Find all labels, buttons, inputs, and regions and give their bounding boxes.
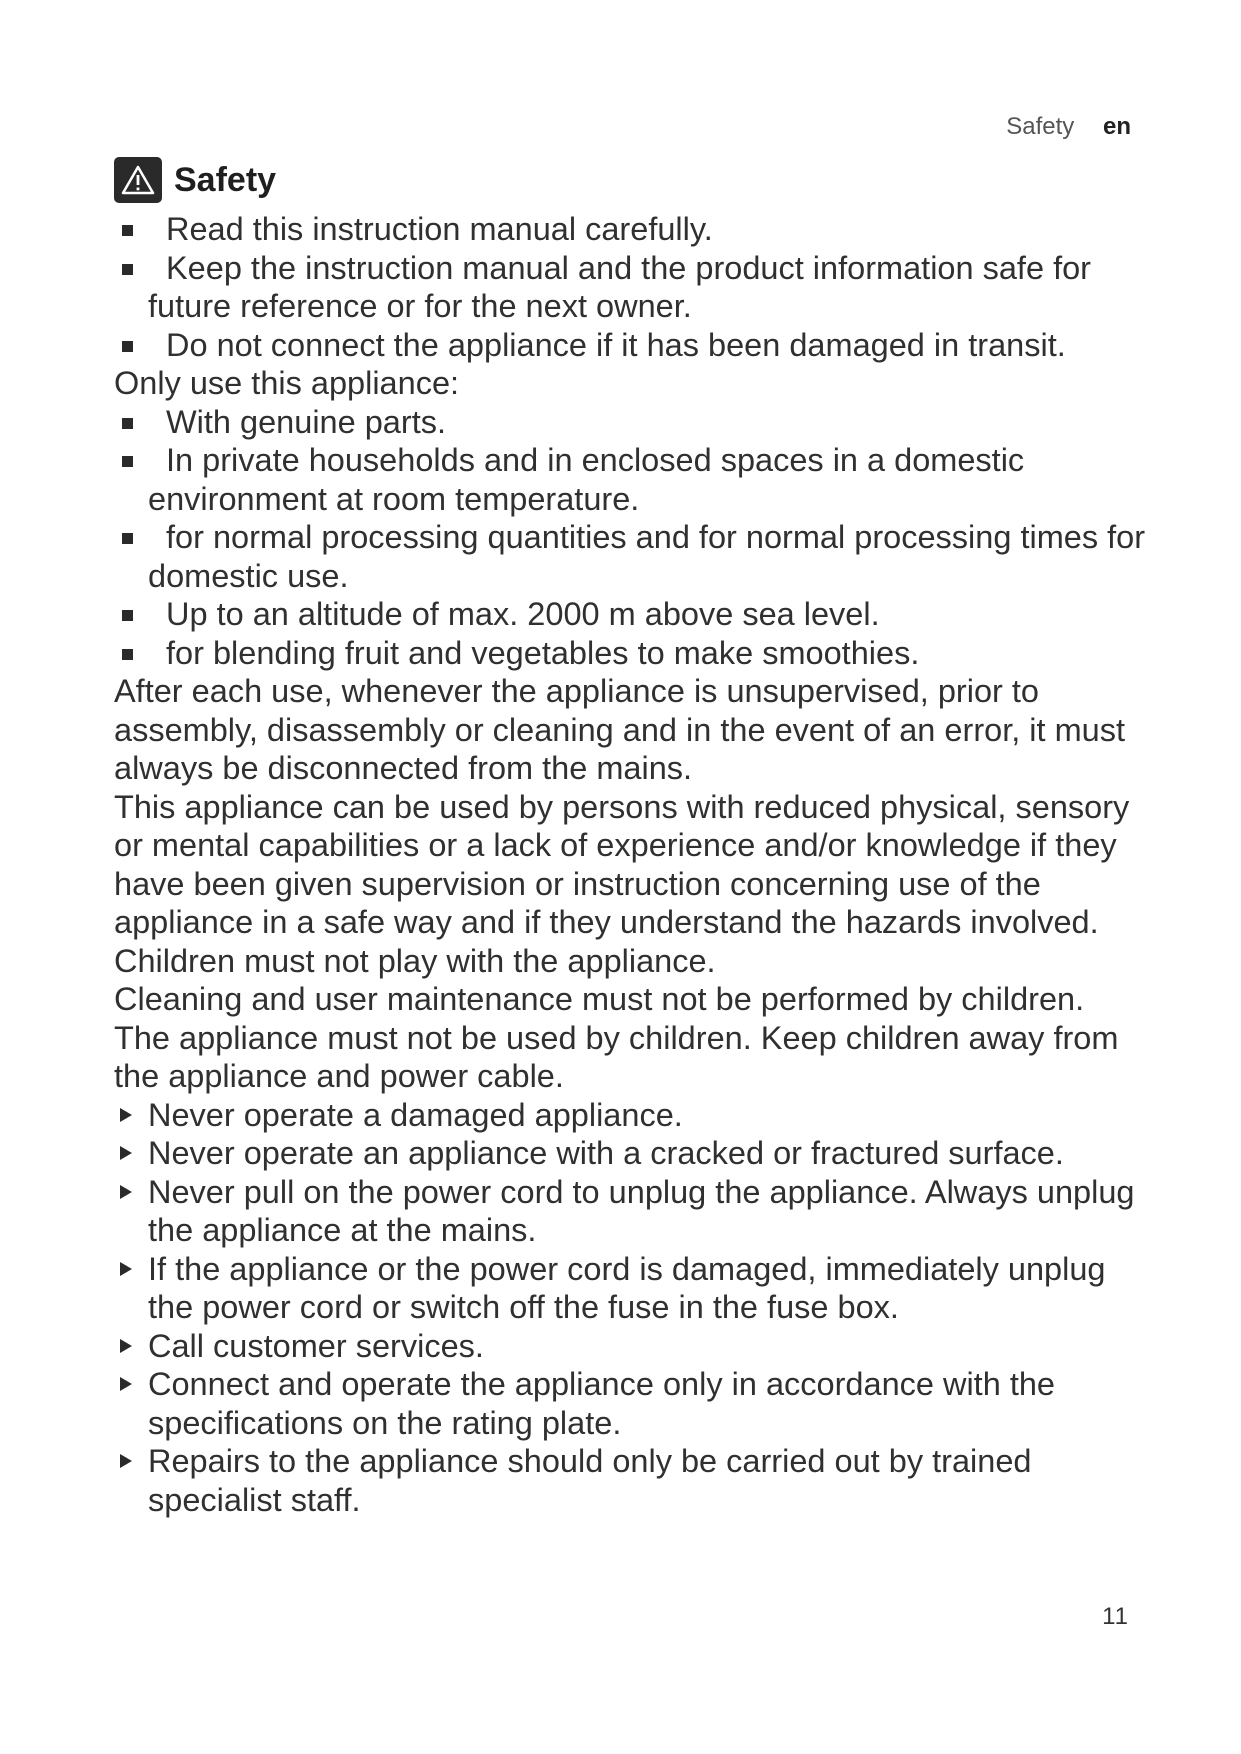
header-language: en xyxy=(1102,113,1131,140)
triangle-bullet-icon xyxy=(120,1262,132,1276)
list-item: Do not connect the appliance if it has been damaged in transit. xyxy=(114,326,1154,365)
warning-triangle-icon xyxy=(114,157,162,203)
square-bullet xyxy=(122,418,133,429)
header-section: Safety xyxy=(1006,113,1075,140)
square-bullet xyxy=(122,264,133,275)
instruction-item: Never pull on the power cord to unplug the appliance. Always unplug the appliance at the mains. xyxy=(114,1173,1154,1250)
instruction-item: Never operate an appliance with a cracked or fractured surface. xyxy=(114,1134,1154,1173)
list-item: Read this instruction manual carefully. xyxy=(114,210,1154,249)
list-item: for normal processing quantities and for normal processing times for domestic use. xyxy=(114,518,1154,595)
instruction-item: Call customer services. xyxy=(114,1327,1154,1366)
triangle-bullet-icon xyxy=(120,1146,132,1160)
page-number: 11 xyxy=(1102,1603,1129,1630)
square-bullet xyxy=(122,533,133,544)
list-item: Up to an altitude of max. 2000 m above sea level. xyxy=(114,595,1154,634)
square-bullet xyxy=(122,225,133,236)
safety-content xyxy=(114,210,1154,1519)
paragraph: Children must not play with the appliance. xyxy=(114,942,716,979)
paragraph: Cleaning and user maintenance must not be performed by children. xyxy=(114,981,1085,1017)
square-bullet xyxy=(122,610,133,621)
instruction-item: If the appliance or the power cord is damaged, immediately unplug the power cord or switch off the fuse in the fuse box. xyxy=(114,1250,1154,1327)
triangle-bullet-icon xyxy=(120,1377,132,1391)
section-heading xyxy=(114,157,276,203)
list-item: With genuine parts. xyxy=(114,403,1154,442)
triangle-bullet-icon xyxy=(120,1185,132,1199)
paragraph: This appliance can be used by persons with reduced physical, sensory or mental capabilities or a lack of experience and/or knowledge if they have been given supervision or instruction concerning use of the appliance in a safe way and if they understand the hazards involved. xyxy=(114,788,1130,940)
page-title: Safety xyxy=(174,160,277,199)
list-item: for blending fruit and vegetables to make smoothies. xyxy=(114,634,1154,673)
triangle-bullet-icon xyxy=(120,1108,132,1122)
paragraph: After each use, whenever the appliance is unsupervised, prior to assembly, disassembly or cleaning and in the event of an error, it must always be disconnected from the mains. xyxy=(114,673,1126,786)
square-bullet xyxy=(122,456,133,467)
square-bullet xyxy=(122,649,133,660)
square-bullet xyxy=(122,341,133,352)
instruction-item: Repairs to the appliance should only be carried out by trained specialist staff. xyxy=(114,1442,1154,1519)
paragraph: Only use this appliance: xyxy=(114,365,460,401)
list-item: Keep the instruction manual and the product information safe for future reference or for the next owner. xyxy=(114,249,1154,326)
list-item: In private households and in enclosed spaces in a domestic environment at room temperature. xyxy=(114,441,1154,518)
running-header xyxy=(1006,113,1131,141)
triangle-bullet-icon xyxy=(120,1454,132,1468)
triangle-bullet-icon xyxy=(120,1339,132,1353)
instruction-item: Never operate a damaged appliance. xyxy=(114,1096,1154,1135)
paragraph: The appliance must not be used by children. Keep children away from the appliance and power cable. xyxy=(114,1019,1119,1094)
instruction-item: Connect and operate the appliance only in accordance with the specifications on the rating plate. xyxy=(114,1365,1154,1442)
